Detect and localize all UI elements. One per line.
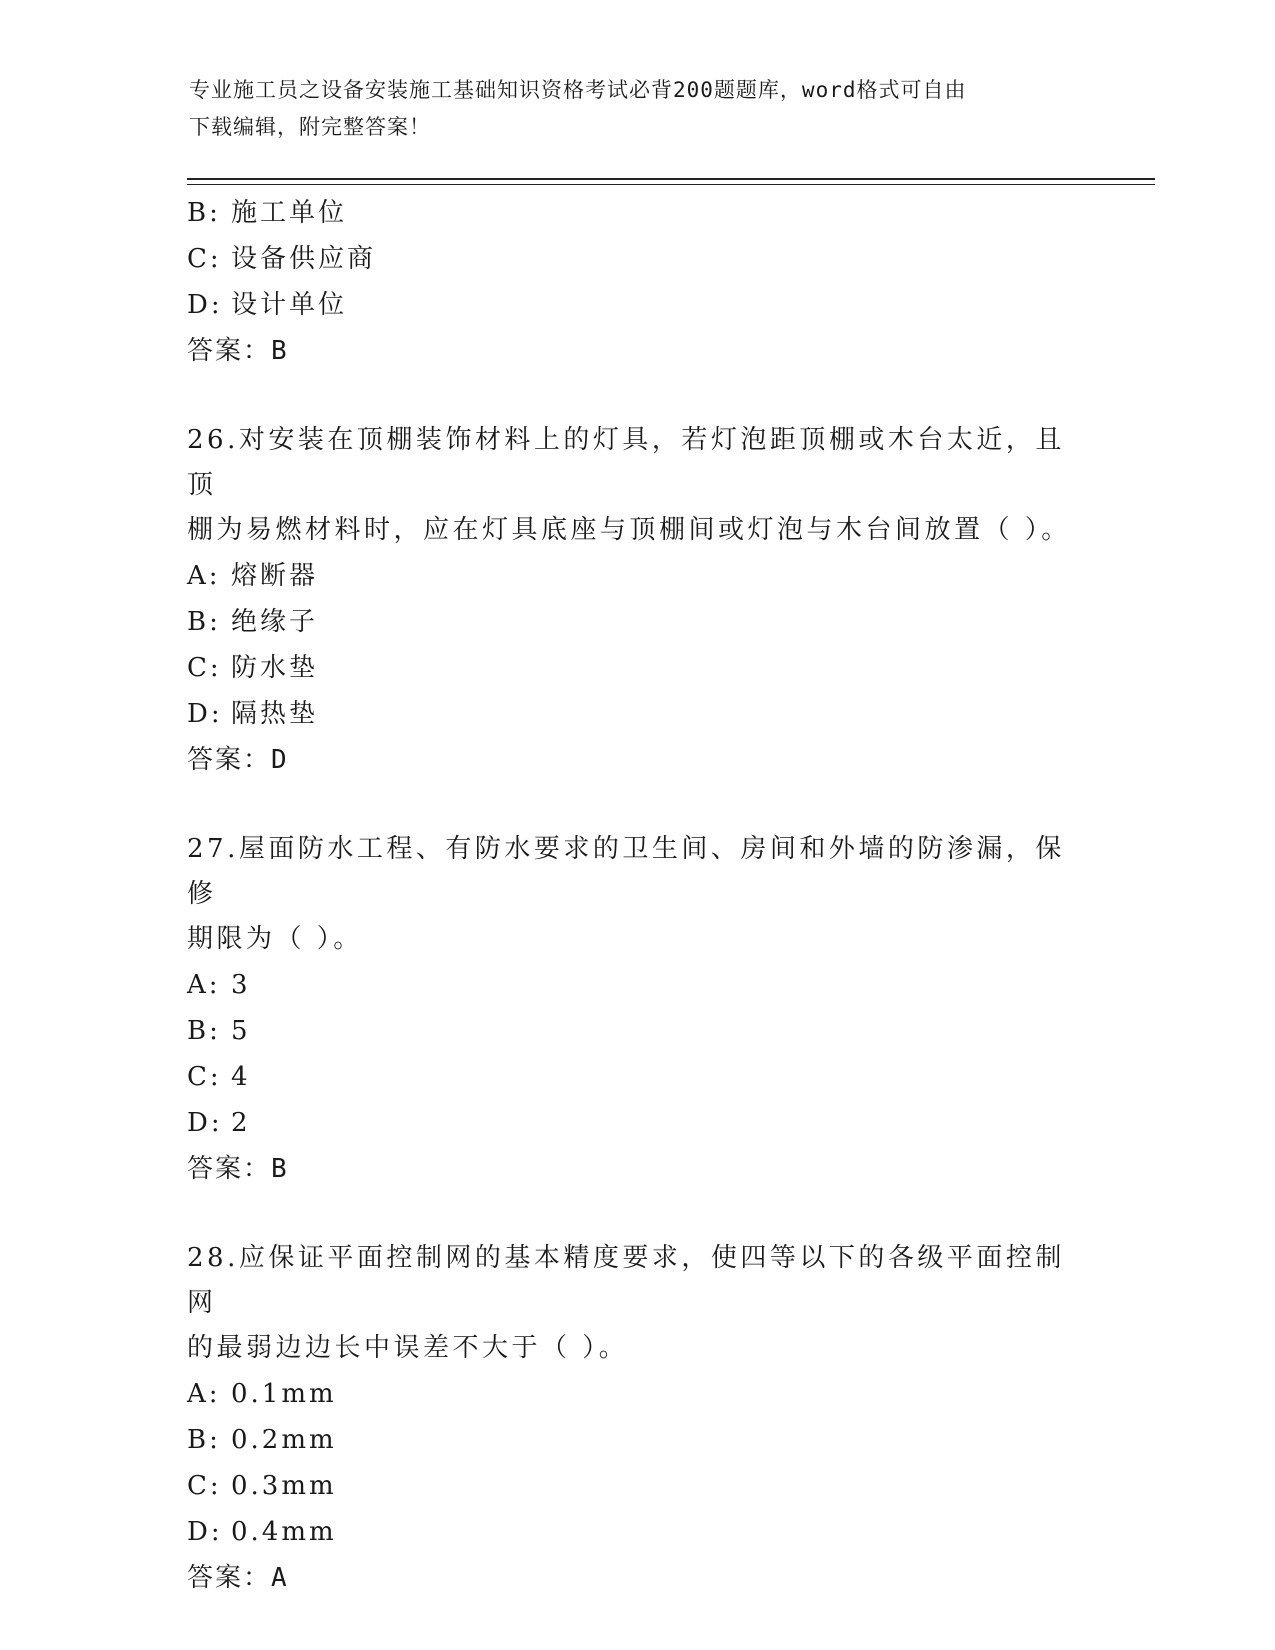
option-b: B: 0.2mm	[187, 1425, 337, 1455]
question-text-line-1: 26.对安装在顶棚装饰材料上的灯具，若灯泡距顶棚或木台太近，且顶	[187, 425, 1065, 500]
question-text-line-2: 棚为易燃材料时，应在灯具底座与顶棚间或灯泡与木台间放置（ ）。	[187, 515, 1071, 545]
question-25-partial	[187, 190, 1087, 374]
option-b: B: 施工单位	[187, 198, 348, 228]
question-26	[187, 418, 1087, 783]
option-a: A: 3	[187, 970, 251, 1000]
answer-line: 答案：B	[187, 336, 289, 366]
document-header	[189, 72, 1069, 146]
option-c: C: 防水垫	[187, 653, 319, 683]
question-text-line-1: 28.应保证平面控制网的基本精度要求，使四等以下的各级平面控制网	[187, 1243, 1065, 1318]
header-divider-thin	[187, 184, 1155, 185]
option-a: A: 熔断器	[187, 561, 319, 591]
question-text-line-2: 的最弱边边长中误差不大于（ ）。	[187, 1333, 629, 1363]
option-d: D: 0.4mm	[187, 1517, 337, 1547]
answer-line: 答案：A	[187, 1563, 289, 1593]
header-line-1: 专业施工员之设备安装施工基础知识资格考试必背200题题库，word格式可自由	[189, 78, 967, 102]
question-27	[187, 827, 1087, 1192]
option-d: D: 设计单位	[187, 290, 348, 320]
header-line-2: 下载编辑，附完整答案！	[189, 115, 431, 139]
option-c: C: 4	[187, 1062, 251, 1092]
option-c: C: 设备供应商	[187, 244, 377, 274]
question-28	[187, 1236, 1087, 1601]
answer-line: 答案：B	[187, 1154, 289, 1184]
option-b: B: 5	[187, 1016, 251, 1046]
question-text-line-1: 27.屋面防水工程、有防水要求的卫生间、房间和外墙的防渗漏，保修	[187, 834, 1065, 909]
option-d: D: 隔热垫	[187, 699, 319, 729]
answer-line: 答案：D	[187, 745, 289, 775]
header-divider-thick	[187, 178, 1155, 180]
option-b: B: 绝缘子	[187, 607, 319, 637]
option-d: D: 2	[187, 1108, 251, 1138]
question-list	[187, 190, 1087, 1601]
option-c: C: 0.3mm	[187, 1471, 337, 1501]
question-text-line-2: 期限为（ ）。	[187, 924, 363, 954]
option-a: A: 0.1mm	[187, 1379, 337, 1409]
